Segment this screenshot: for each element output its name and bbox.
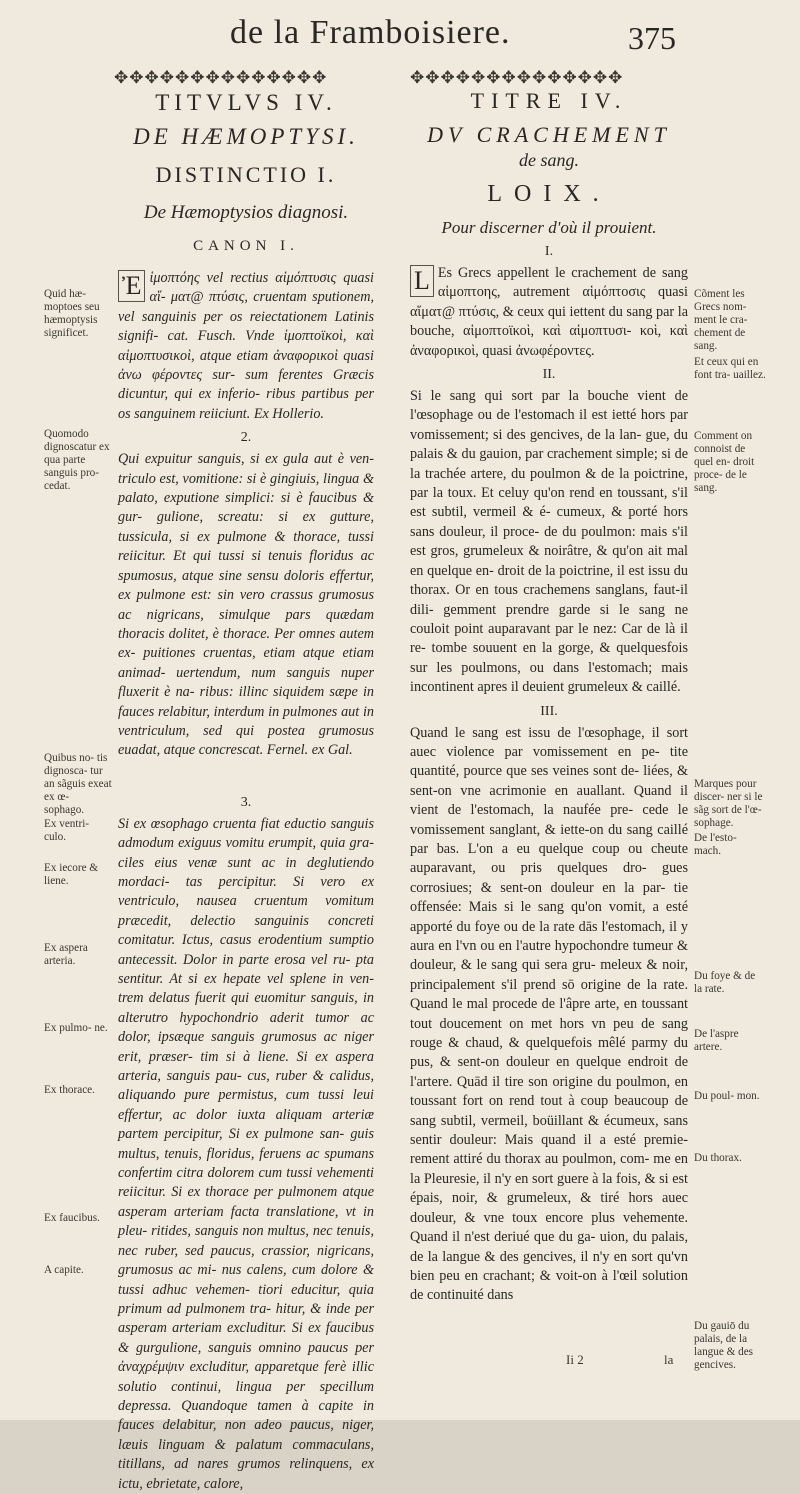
latin-distinctio: DISTINCTIO I. xyxy=(155,162,337,187)
french-paragraph xyxy=(410,264,688,361)
margin-note-left: Ex thorace. xyxy=(44,1084,95,1096)
section-number: 2. xyxy=(240,430,252,446)
margin-note-left: Quomodo dignoscatur ex qua parte sanguis pro- cedat. xyxy=(44,428,110,492)
french-section-1 xyxy=(410,244,688,361)
margin-note-right: Cõment les Grecs nom- ment le cra- chement de sang. xyxy=(694,288,748,352)
latin-section-2 xyxy=(118,430,374,761)
latin-section-1 xyxy=(118,269,374,424)
margin-note-right: Du foye & de la rate. xyxy=(694,970,756,995)
french-column xyxy=(410,88,688,1306)
latin-paragraph-text: ἱμοπτόης vel rectius αἱμόπτυσις quasi αἵ- ματ@ πτύσις, cruentam sputionem, vel sanguinis per os reiectationem Latinis signifi- cat. Fusch. Vnde ἱμοπτοϊκοὶ, καὶ αἱμοπτυσικοὶ, atque etiam ἀναφορικοὶ quasi ἀνω φέροντες sur- sum ferentes Græcis dicuntur, qui ex inferio- ribus partibus per os sanguinem reiiciunt. Ex Hollerio. xyxy=(118,270,374,422)
margin-note-right: Marques pour discer- ner si le sãg sort de l'œ- sophage. xyxy=(694,778,763,829)
margin-note-right: Et ceux qui en font tra- uaillez. xyxy=(694,356,766,381)
french-section-2 xyxy=(410,367,688,698)
margin-note-left: A capite. xyxy=(44,1264,84,1276)
latin-section-3 xyxy=(118,795,374,1494)
ornament-band-left: ✥✥✥✥✥✥✥✥✥✥✥✥✥✥ xyxy=(114,68,328,87)
catchword: la xyxy=(664,1352,674,1367)
section-number: I. xyxy=(544,244,554,259)
section-number: III. xyxy=(540,703,558,719)
french-loix: LOIX. xyxy=(487,181,611,207)
margin-note-right: Du thorax. xyxy=(694,1152,742,1164)
french-section-3 xyxy=(410,704,688,1306)
french-subject: DV CRACHEMENT xyxy=(427,122,671,147)
french-paragraph-text: Quand le sang est issu de l'œsophage, il sort auec violence par vomissement en pe- tite quantité, pource que ses veines sont de- liées, & sent-on vne acrimonie en auallant. Quand il vient de l'estomach, la naufée pre- cede le vomissement sanglant, & iette-on du sang caillé par bas. L'on a eu quelque coup ou cheute auparavant, ou pris quelques dro- gues corrosiues; & sent-on douleur en la par- tie offensée: Mais si le sang qu'on vomit, a esté apporté du foye ou de la rate dās l'estomach, il y aura en l'vn ou en l'autre hypochondre tumeur & douleur, & le sang qui sera gru- meleux & noir, principalement s'il prend sō origine de la rate. Quand le mal procede de l'âpre arte, en toussant tout doucement on met hors vn peu de sang rouge & chaud, & quelquefois mêlé parmy du pus, & sent-on douleur en quelque endroit de l'artere. Quād il tire son origine du poulmon, en toussant fort on rend tout à coup beaucoup de sang subtil, vermeil, boüillant & écumeux, sans sentir douleur: Mais quand il a esté premie- rement attiré du thorax au poulmon, com- me en la Pleuresie, il n'y en sort guere à la fois, & si est épais, noir, & grumeleux, & tiré hors auec douleur, & vne toux encore plus vehemente. Quand il n'est deriué que du ga- uion, du palais, de la langue & des gencives, il n'y en sort qu'vn bien peu en crachant; & voit-on à l'œil solution de continuité dans xyxy=(410,724,688,1304)
latin-title: TITVLVS IV. xyxy=(155,90,337,115)
french-title: TITRE IV. xyxy=(470,88,628,113)
margin-note-left: Quibus no- tis dignosca- tur an sãguis exeat ex œ- sophago. xyxy=(44,752,112,816)
latin-subject: DE HÆMOPTYSI. xyxy=(133,124,359,149)
latin-distinctio-title: De Hæmoptysios diagnosi. xyxy=(143,202,349,223)
latin-paragraph-text: Si ex œsophago cruenta fiat eductio sanguis admodum exiguus vomitu erumpit, quia gra- ciles eius venæ sunt ac in deglutiendo mordaci- tas percipitur. Si vero ex ventriculo, nausea cruentum vomitum præcedit, delectio sanguinis concreti comitatur. Ictus, casus erodentium sumptio antecessit. Dolor in parte erosa vel ru- pta sentitur. At si ex hepate vel splene in ven- trem delatus fuerit qui euomitur sanguis, in alterutro hypochondrio aderit tumor ac dolor, ipsæque sanguis grumosus ac niger erit, præser- tim si à liene. Si ex aspera arteria, sanguis pau- cus, ruber & calidus, aliquando pure permistus, cum tussi leui effertur, ac dolor iuxta aliquam arteriæ partem percipitur, Si ex pulmone san- guis multus, tenuis, floridus, feruens ac spumans confertim citra dolorem cum tussi vehementi reiicitur. Si ex thorace per pulmonem atque asperam arteriam facta translatione, vt in pleu- ritides, sanguis non multus, nec tenuis, nec ruber, sed paucus, crassior, nigricans, grumosus ac mi- nus calens, cum dolore & tussi adhuc vehemen- tiori educitur, quia primum ad pulmonem tra- hitur, & inde per asperam arteriam excluditur. Si ex faucibus & gurgulione, sanguis omnino paucus per ἀναχρέμψιν excluditur, apparetque ferè illic solutio continui, lingua per specillum depressa. Quandoque tamen à capite in fauces delabitur, non adeo paucus, niger, læuis linguam & palatum commaculans, titillans, ad nares grumos relinquens, ex ictu, ebrietate, calore, xyxy=(118,815,374,1492)
margin-note-right: Du poul- mon. xyxy=(694,1090,760,1102)
margin-note-left: Ex aspera arteria. xyxy=(44,942,88,967)
running-head xyxy=(0,14,800,54)
margin-note-left: Ex ventri- culo. xyxy=(44,818,90,843)
section-number: 3. xyxy=(240,794,252,810)
margin-note-left: Quid hæ- moptoes seu hæmoptysis significet. xyxy=(44,288,100,339)
margin-note-right: De l'aspre artere. xyxy=(694,1028,739,1053)
margin-note-right: Comment on connoist de quel en- droit proce- de le sang. xyxy=(694,430,755,494)
latin-paragraph xyxy=(118,269,374,424)
running-title: de la Framboisiere. xyxy=(230,14,511,51)
section-number: II. xyxy=(542,367,556,383)
margin-note-left: Ex pulmo- ne. xyxy=(44,1022,108,1034)
page-number: 375 xyxy=(628,20,676,56)
french-loix-title: Pour discerner d'où il prouient. xyxy=(441,218,657,237)
french-paragraph-text: Es Grecs appellent le crachement de sang αἱμοπτοης, autrement αἱμόπτοσις quasi αἵματ@ πτύσις, & ceux qui iettent du sang par la bouche, αἱμοπτοϊκοὶ, καὶ αἱμοπτυσι- κοὶ, καὶ ἀναφορικοὶ, quasi ἀνωφέροντες. xyxy=(410,265,688,359)
french-subject-2: de sang. xyxy=(519,150,579,170)
latin-canon: CANON I. xyxy=(193,238,299,254)
drop-cap: Ἐ xyxy=(118,270,145,302)
margin-note-right: De l'esto- mach. xyxy=(694,832,737,857)
latin-column xyxy=(118,88,374,1494)
margin-note-left: Ex faucibus. xyxy=(44,1212,100,1224)
margin-note-left: Ex iecore & liene. xyxy=(44,862,99,887)
margin-note-right: Du gauiō du palais, de la langue & des gencives. xyxy=(694,1320,754,1371)
latin-paragraph-text: Qui expuitur sanguis, si ex gula aut è ven- triculo est, vomitione: si è gingiuis, lingua & palato, exputione simplici: si è faucibus & gur- gulione, screatu: si ex gutture, tussicula, si ex pulmone & thorace, tussi reiicitur. Et qui tussi si tenuis floridus ac spumosus, atque sine sensu doloris effertur, ex pulmone est: sin vero crassus grumosus ac nigricans, simulque pars quædam thoracis dolitet, è thorace. Per omnes autem ex- puitiones cruentas, etiam atque etiam animad- uertendum, num sanguis nuper fluxerit è na- ribus: illinc siquidem sæpe in fauces relabitur, interdum in pulmones aut in ventriculum, sed qui postea grumosus euadat, atque concrescat. Fernel. ex Gal. xyxy=(118,451,374,759)
french-paragraph-text: Si le sang qui sort par la bouche vient de l'œsophage ou de l'estomach il est ietté hors par vomissement; si des gencives, de la lan- gue, du palais & du gauion, par crachement simple; si de la trachée artere, du poulmon & de la poictrine, par la toux. Et celuy qu'on rend en toussant, s'il est subtil, vermeil & é- cumeux, & porté hors sans douleur, il proce- de du poulmon: mais s'il est gros, grumeleux & noirâtre, & qu'on ait mal en quelque en- droit de la poictrine, il est issu du thorax. Or en tous crachemens sanglans, faut-il dili- gemment prendre garde si le sang ne couloit point auparavant par le nez: Car de là il re- tombe souuent en la gorge, & quelquesfois sur les poulmons, ou dans l'estomach; mais incontinent apres il deuient grumeleux & caillé. xyxy=(410,388,688,696)
signature-mark: Ii 2 xyxy=(566,1352,584,1367)
drop-cap: L xyxy=(410,265,434,297)
ornament-band-right: ✥✥✥✥✥✥✥✥✥✥✥✥✥✥ xyxy=(410,68,624,87)
